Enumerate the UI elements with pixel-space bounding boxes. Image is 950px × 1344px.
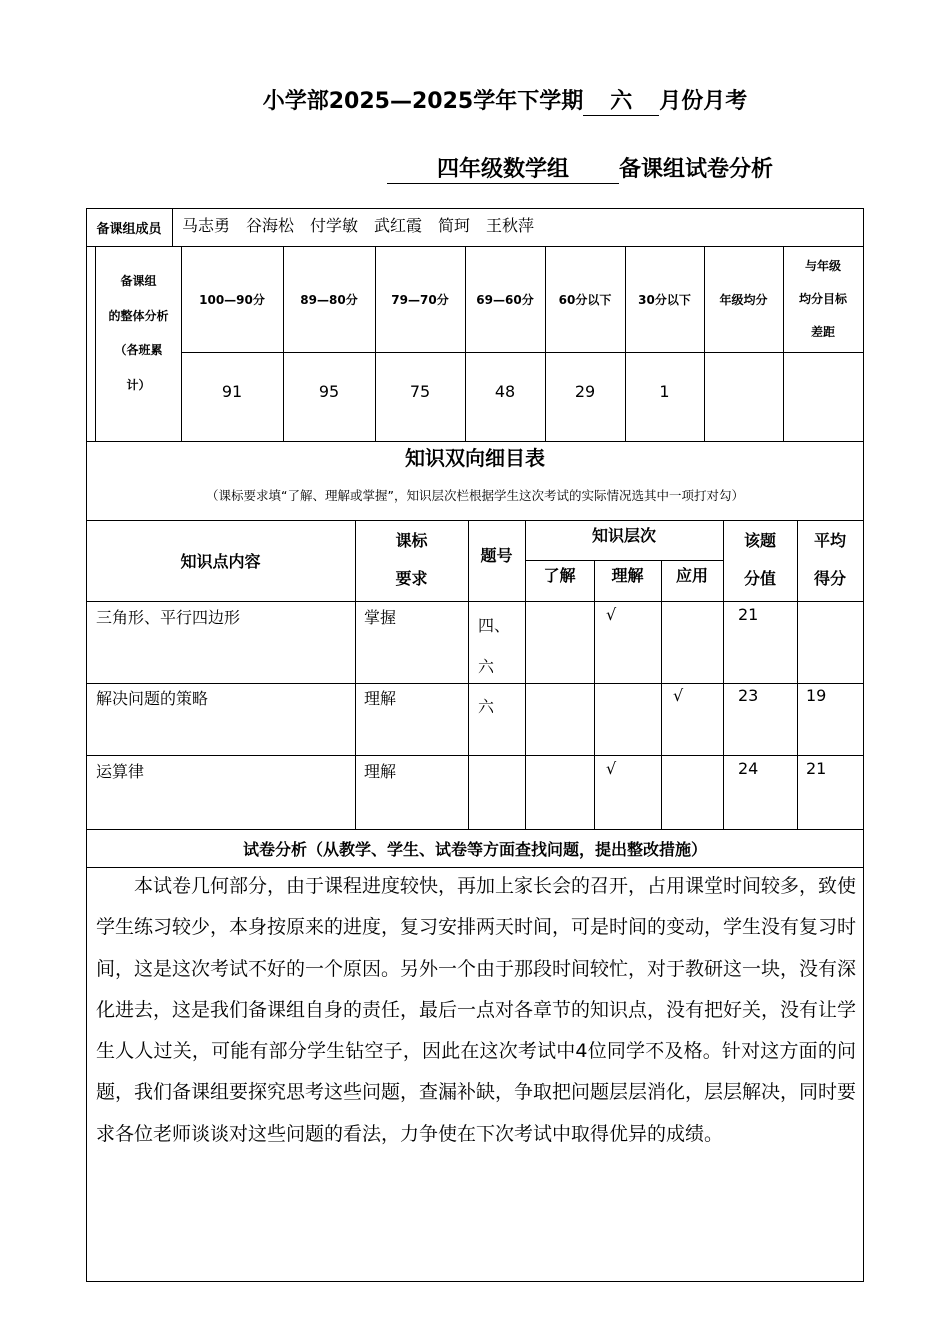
row-content: 运算律: [96, 762, 145, 781]
col-average-score: 平均 得分: [813, 531, 846, 588]
group-field: 四年级数学组: [387, 152, 619, 184]
value-below-60: 29: [574, 381, 596, 401]
col-question-score: 该题 分值: [743, 531, 776, 588]
row-average: 21: [806, 759, 827, 778]
col-grade-avg: 年级均分: [719, 292, 768, 307]
col-100-90: 100—90分: [199, 292, 265, 307]
row-level-understand: √: [606, 605, 617, 624]
members-names: 马志勇 谷海松 付学敏 武红霞 简珂 王秋萍: [182, 216, 535, 235]
paper-analysis-title: 试卷分析（从教学、学生、试卷等方面查找问题，提出整改措施）: [242, 839, 707, 859]
row-score: 21: [738, 605, 759, 624]
title-subtitle: 备课组试卷分析: [618, 157, 773, 182]
row-question-no: 四、 六: [478, 616, 511, 676]
row-level-apply: √: [673, 686, 684, 705]
col-level-know: 了解: [543, 565, 576, 585]
month-field: 六: [583, 84, 659, 116]
row-requirement: 掌握: [364, 608, 397, 627]
row-requirement: 理解: [364, 689, 397, 708]
value-69-60: 48: [494, 381, 516, 401]
col-below-60: 60分以下: [558, 292, 612, 307]
title-line-1: [0, 84, 950, 116]
col-level-understand: 理解: [611, 565, 644, 585]
col-level-apply: 应用: [675, 565, 708, 585]
row-question-no: 六: [478, 697, 495, 716]
knowledge-title: 知识双向细目表: [405, 446, 545, 470]
row-content: 解决问题的策略: [96, 689, 209, 708]
analysis-label: 备课组 的整体分析 （各班累 计）: [108, 274, 169, 392]
paper-analysis-body: 本试卷几何部分，由于课程进度较快，再加上家长会的召开，占用课堂时间较多，致使学生练习较少，本身按原来的进度，复习安排两天时间，可是时间的变动，学生没有复习时间，这是这次考试不好的一个原因。另外一个由于那段时间较忙，对于教研这一块，没有深化进去，这是我们备课组自身的责任，最后一点对各章节的知识点，没有把好关，没有让学生人人过关，可能有部分学生钻空子，因此在这次考试中4位同学不及格。针对这方面的问题，我们备课组要探究思考这些问题，查漏补缺，争取把问题层层消化，层层解决，同时要求各位老师谈谈对这些问题的看法，力争使在下次考试中取得优异的成绩。: [96, 875, 857, 1145]
col-89-80: 89—80分: [300, 292, 358, 307]
title-suffix: 月份月考: [659, 89, 748, 114]
row-level-understand: √: [606, 759, 617, 778]
row-content: 三角形、平行四边形: [96, 608, 241, 627]
value-grade-avg: [704, 352, 783, 430]
col-standard-req: 课标 要求: [395, 531, 428, 588]
title-line-2: [0, 152, 950, 184]
value-79-70: 75: [409, 381, 431, 401]
row-score: 24: [738, 759, 759, 778]
col-knowledge-content: 知识点内容: [180, 552, 261, 571]
members-label: 备课组成员: [96, 221, 162, 237]
col-avg-gap: 与年级 均分目标 差距: [798, 259, 847, 339]
col-79-70: 79—70分: [391, 292, 449, 307]
knowledge-note: （课标要求填“了解、理解或掌握”，知识层次栏根据学生这次考试的实际情况选其中一项打对勾）: [206, 488, 744, 503]
row-score: 23: [738, 686, 759, 705]
row-average: 19: [806, 686, 827, 705]
value-below-30: 1: [659, 381, 670, 401]
col-69-60: 69—60分: [476, 292, 534, 307]
col-below-30: 30分以下: [638, 292, 691, 307]
value-89-80: 95: [318, 381, 340, 401]
title-prefix: 小学部2025—2025学年下学期: [262, 89, 584, 114]
col-question-no: 题号: [480, 545, 513, 565]
value-100-90: 91: [221, 381, 243, 401]
row-requirement: 理解: [364, 762, 397, 781]
value-avg-gap: [783, 352, 863, 430]
col-knowledge-level: 知识层次: [591, 525, 656, 545]
